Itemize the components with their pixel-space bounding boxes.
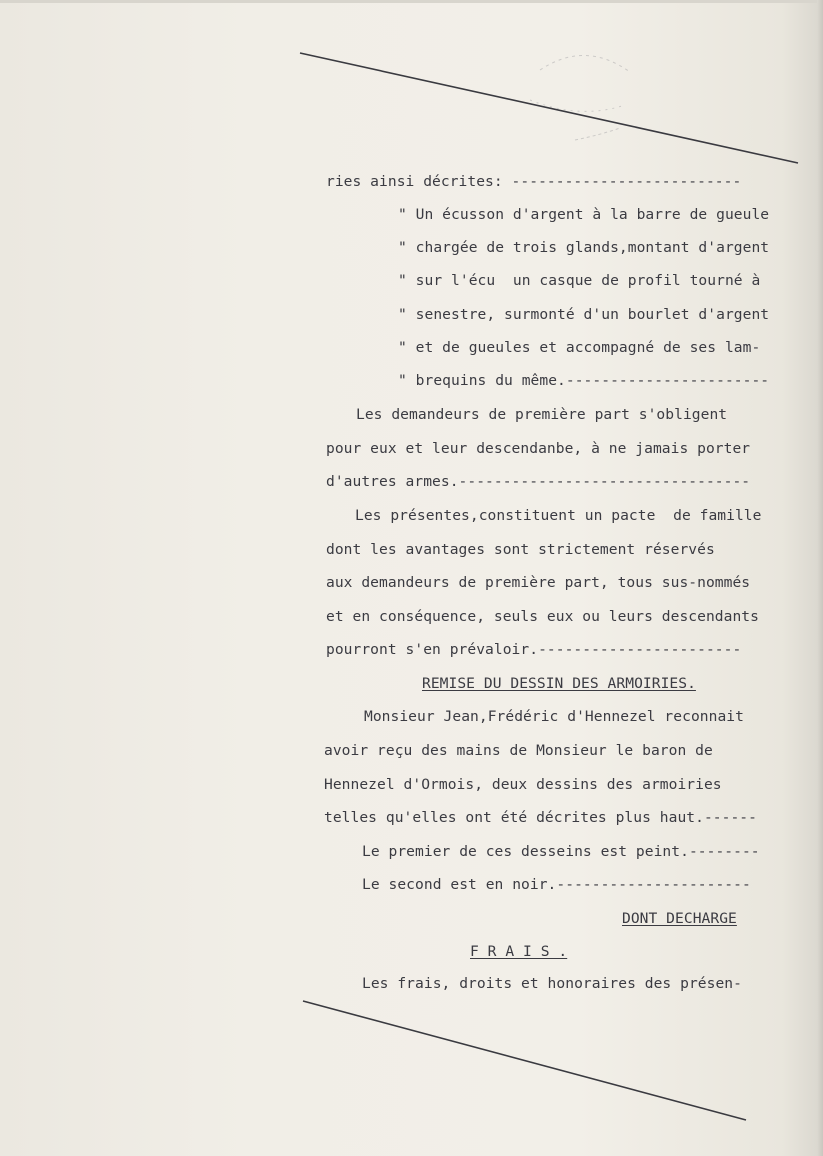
text-line-18: avoir reçu des mains de Monsieur le baron de (324, 742, 713, 759)
text-line-8: Les demandeurs de première part s'obligent (356, 406, 728, 423)
faint-stamp (530, 55, 630, 140)
text-line-19: Hennezel d'Ormois, deux dessins des armoiries (324, 776, 722, 793)
text-line-7: " brequins du même.----------------------- (398, 372, 770, 389)
section-heading-frais: F R A I S . (470, 943, 568, 960)
text-line-25: Les frais, droits et honoraires des présen- (362, 975, 742, 992)
text-line-14: et en conséquence, seuls eux ou leurs descendants (326, 608, 759, 625)
text-line-5: " senestre, surmonté d'un bourlet d'argent (398, 306, 770, 323)
text-line-4: " sur l'écu un casque de profil tourné à (398, 272, 761, 289)
text-line-15: pourront s'en prévaloir.----------------------- (326, 641, 742, 658)
bottom-strike-line (303, 1001, 746, 1120)
text-line-3: " chargée de trois glands,montant d'argent (398, 239, 770, 256)
text-line-10: d'autres armes.--------------------------------- (326, 473, 751, 490)
section-heading-armoiries: REMISE DU DESSIN DES ARMOIRIES. (422, 675, 696, 692)
text-line-13: aux demandeurs de première part, tous sus-nommés (326, 574, 751, 591)
text-line-17: Monsieur Jean,Frédéric d'Hennezel reconnait (364, 708, 744, 725)
text-line-11: Les présentes,constituent un pacte de famille (355, 507, 762, 524)
text-line-22: Le second est en noir.---------------------- (362, 876, 751, 893)
text-line-21: Le premier de ces desseins est peint.-------- (362, 843, 760, 860)
dont-decharge-label: DONT DECHARGE (622, 910, 737, 927)
text-line-9: pour eux et leur descendanbe, à ne jamais porter (326, 440, 751, 457)
text-line-20: telles qu'elles ont été décrites plus haut.------ (324, 809, 757, 826)
text-line-6: " et de gueules et accompagné de ses lam- (398, 339, 761, 356)
text-line-12: dont les avantages sont strictement réservés (326, 541, 715, 558)
top-strike-line (300, 53, 798, 163)
text-line-2: " Un écusson d'argent à la barre de gueule (398, 206, 770, 223)
text-line-1: ries ainsi décrites: -------------------------- (326, 173, 742, 190)
